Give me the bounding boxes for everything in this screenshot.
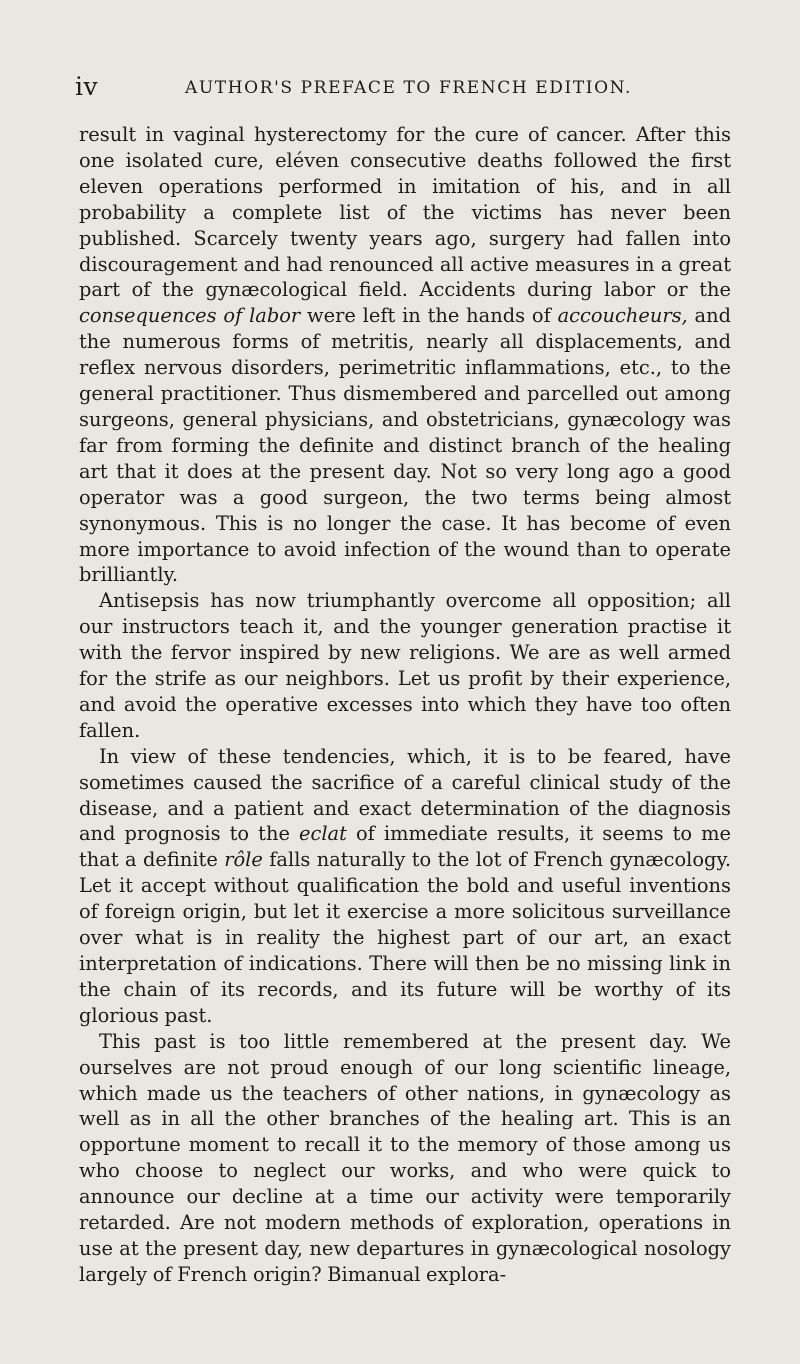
running-head: AUTHOR'S PREFACE TO FRENCH EDITION. — [185, 78, 633, 98]
text-run: and the numerous forms of metritis, nearly all displacements, and reflex nervous disorders, perimetritic inflammations, etc., to the general practitioner. Thus dismembered and parcelled out among surgeons, general physicians, and obstetricians, gynæcology was far from forming the definite and distinct branch of the healing art that it does at the present day. Not so very long ago a good operator was a good surgeon, the two terms being almost synonymous. This is no longer the case. It has become of even more importance to avoid infection of the wound than to operate brilliantly. — [79, 304, 731, 587]
paragraph-1 — [79, 122, 731, 588]
text-run: In view of these tendencies, which, it is to be feared, have sometimes caused the sacrifice of a careful clinical study of the disease, and a patient and exact determination of the diagnosis and prognosis to the — [79, 744, 731, 846]
page-number: iv — [75, 72, 99, 101]
italic-text: eclat — [299, 822, 347, 846]
page-header — [0, 72, 800, 102]
paragraph-3 — [79, 744, 731, 1029]
text-run: falls naturally to the lot of French gynæcology. Let it accept without qualification the bold and useful inventions of foreign origin, but let it exercise a more solicitous surveillance over what is in reality the highest part of our art, an exact interpretation of indications. There will then be no missing link in the chain of its records, and its future will be worthy of its glorious past. — [79, 848, 731, 1027]
paragraph-4 — [79, 1029, 731, 1288]
italic-text: rôle — [224, 848, 263, 872]
paragraph-2 — [79, 588, 731, 743]
text-run: of immediate results, it seems to me that a definite — [79, 822, 732, 872]
text-run: were left in the hands of — [300, 304, 558, 328]
body-text — [79, 122, 731, 1288]
text-run: This past is too little remembered at the present day. We ourselves are not proud enough of our long scientific lineage, which made us the teachers of other nations, in gynæcology as well as in all the other branches of the healing art. This is an opportune moment to recall it to the memory of those among us who choose to neglect our works, and who were quick to announce our decline at a time our activity were temporarily retarded. Are not modern methods of exploration, operations in use at the present day, new departures in gynæcological nosology largely of French origin? Bimanual explora- — [79, 1029, 731, 1286]
italic-text: consequences of labor — [79, 304, 301, 328]
text-run: Antisepsis has now triumphantly overcome all opposition; all our instructors teach it, and the younger generation practise it with the fervor inspired by new religions. We are as well armed for the strife as our neighbors. Let us profit by their experience, and avoid the operative excesses into which they have too often fallen. — [79, 589, 731, 742]
italic-text: accoucheurs, — [557, 304, 688, 328]
text-run: result in vaginal hysterectomy for the cure of cancer. After this one isolated cure, eléven consecutive deaths followed the first eleven operations performed in imitation of his, and in all probability a complete list of the victims has never been published. Scarcely twenty years ago, surgery had fallen into discouragement and had renounced all active measures in a great part of the gynæcological field. Accidents during labor or the — [79, 123, 731, 302]
